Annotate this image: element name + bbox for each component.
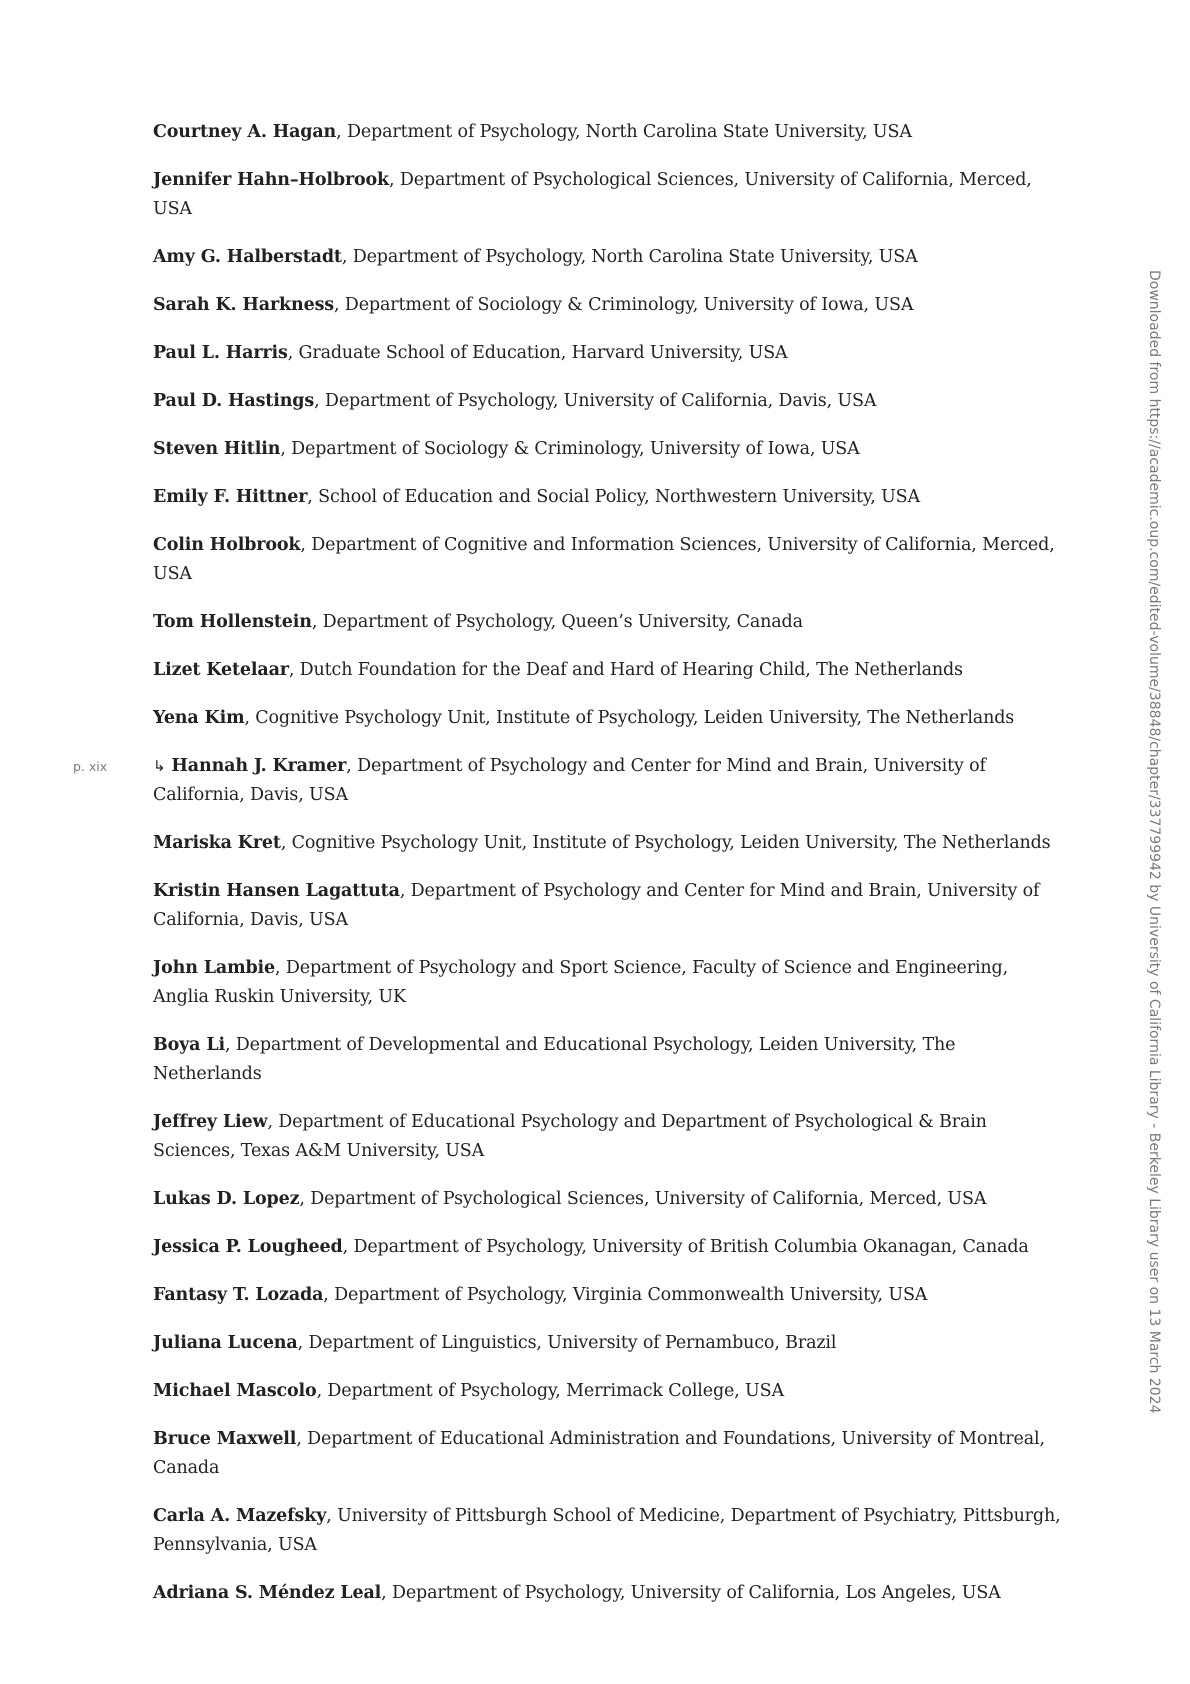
contributor-name: Adriana S. Méndez Leal: [153, 1583, 382, 1603]
download-watermark: Downloaded from https://academic.oup.com/edited-volume/38848/chapter/337799942 by University of California Library - Berkeley Library user on 13 March 2024: [1146, 270, 1162, 1414]
contributor-name: Bruce Maxwell: [153, 1429, 297, 1449]
contributor-name: Hannah J. Kramer: [171, 756, 347, 776]
contributor-affiliation: , Dutch Foundation for the Deaf and Hard of Hearing Child, The Netherlands: [288, 660, 963, 680]
page-reference: p. xix: [73, 759, 108, 774]
contributor-affiliation: , Department of Linguistics, University of Pernambuco, Brazil: [297, 1333, 837, 1353]
contributor-affiliation: , Department of Psychology, North Carolina State University, USA: [341, 247, 918, 267]
contributor-affiliation: , Department of Psychological Sciences, University of California, Merced, USA: [299, 1189, 987, 1209]
contributor-affiliation: , Department of Psychology, University of British Columbia Okanagan, Canada: [342, 1237, 1029, 1257]
contributor-name: Lizet Ketelaar: [153, 660, 289, 680]
contributor-affiliation: , Department of Cognitive and Information Sciences, University of California, Merced, USA: [153, 535, 1055, 584]
contributor-affiliation: , University of Pittsburgh School of Medicine, Department of Psychiatry, Pittsburgh, Pennsylvania, USA: [153, 1506, 1061, 1555]
contributor-affiliation: , Department of Developmental and Educational Psychology, Leiden University, The Netherlands: [153, 1035, 956, 1084]
contributor-entry: [153, 1281, 1065, 1310]
contributor-name: Sarah K. Harkness: [153, 295, 334, 315]
contributor-name: Juliana Lucena: [153, 1333, 298, 1353]
contributor-entry: [153, 1329, 1065, 1358]
contributor-entry: [153, 1377, 1065, 1406]
contributor-name: Mariska Kret: [153, 833, 281, 853]
page-break-arrow-icon: ↳: [153, 757, 166, 775]
contributor-entry: [153, 877, 1065, 935]
contributor-entry: [153, 118, 1065, 147]
contributor-name: Yena Kim: [153, 708, 245, 728]
contributor-entry: [153, 1502, 1065, 1560]
contributor-entry: [153, 608, 1065, 637]
contributor-affiliation: , Department of Psychology, North Carolina State University, USA: [336, 122, 912, 142]
contributor-name: Lukas D. Lopez: [153, 1189, 300, 1209]
contributor-affiliation: , Department of Sociology & Criminology, University of Iowa, USA: [333, 295, 914, 315]
contributor-entry: [153, 435, 1065, 464]
contributor-name: Boya Li: [153, 1035, 225, 1055]
contributor-entry: [153, 704, 1065, 733]
contributor-entry: [153, 339, 1065, 368]
contributor-affiliation: , Department of Psychology, University of California, Davis, USA: [314, 391, 877, 411]
contributor-affiliation: , Cognitive Psychology Unit, Institute of Psychology, Leiden University, The Netherlands: [280, 833, 1051, 853]
contributor-entry: [73, 752, 1065, 810]
contributor-entry: [153, 829, 1065, 858]
contributor-affiliation: , Department of Psychology, Merrimack College, USA: [316, 1381, 784, 1401]
contributor-name: Paul L. Harris: [153, 343, 288, 363]
contributor-entry: [153, 1233, 1065, 1262]
contributor-name: Courtney A. Hagan: [153, 122, 337, 142]
contributor-name: John Lambie: [153, 958, 276, 978]
contributor-affiliation: , Cognitive Psychology Unit, Institute of Psychology, Leiden University, The Netherlands: [244, 708, 1015, 728]
contributor-affiliation: , Department of Sociology & Criminology, University of Iowa, USA: [280, 439, 860, 459]
contributor-affiliation: , Department of Educational Administration and Foundations, University of Montreal, Canada: [153, 1429, 1045, 1478]
contributor-name: Jessica P. Lougheed: [153, 1237, 343, 1257]
contributor-name: Emily F. Hittner: [153, 487, 308, 507]
contributor-affiliation: , Department of Psychology, Queen’s University, Canada: [311, 612, 803, 632]
contributor-name: Jennifer Hahn–Holbrook: [153, 170, 390, 190]
contributor-entry: [153, 1031, 1065, 1089]
contributor-affiliation: , Department of Psychology, Virginia Commonwealth University, USA: [323, 1285, 928, 1305]
contributor-affiliation: , Graduate School of Education, Harvard University, USA: [287, 343, 788, 363]
contributor-affiliation: , Department of Educational Psychology and Department of Psychological & Brain Sciences, Texas A&M University, USA: [153, 1112, 987, 1161]
contributor-affiliation: , School of Education and Social Policy, Northwestern University, USA: [307, 487, 921, 507]
contributor-affiliation: , Department of Psychology and Center for Mind and Brain, University of California, Davis, USA: [153, 756, 986, 805]
contributor-affiliation: , Department of Psychology and Center for Mind and Brain, University of California, Davis, USA: [153, 881, 1040, 930]
contributor-name: Fantasy T. Lozada: [153, 1285, 324, 1305]
contributor-affiliation: , Department of Psychological Sciences, University of California, Merced, USA: [153, 170, 1032, 219]
contributor-entry: [153, 387, 1065, 416]
contributor-name: Steven Hitlin: [153, 439, 281, 459]
contributor-name: Kristin Hansen Lagattuta: [153, 881, 400, 901]
contributor-entry: [153, 531, 1065, 589]
contributor-entry: [153, 291, 1065, 320]
contributor-entry: [153, 954, 1065, 1012]
contributor-name: Tom Hollenstein: [153, 612, 312, 632]
contributor-entry: [153, 166, 1065, 224]
contributor-entry: [153, 483, 1065, 512]
contributor-name: Colin Holbrook: [153, 535, 301, 555]
contributor-entry: [153, 1579, 1065, 1608]
contributor-name: Paul D. Hastings: [153, 391, 315, 411]
contributor-entry: [153, 656, 1065, 685]
contributor-name: Jeffrey Liew: [153, 1112, 268, 1132]
contributor-name: Amy G. Halberstadt: [153, 247, 342, 267]
contributor-entry: [153, 1185, 1065, 1214]
contributor-entry: [153, 243, 1065, 272]
contributor-affiliation: , Department of Psychology and Sport Science, Faculty of Science and Engineering, Anglia Ruskin University, UK: [153, 958, 1008, 1007]
contributor-name: Michael Mascolo: [153, 1381, 317, 1401]
contributor-list: [73, 118, 1065, 1627]
contributor-name: Carla A. Mazefsky: [153, 1506, 327, 1526]
contributor-entry: [153, 1108, 1065, 1166]
contributor-affiliation: , Department of Psychology, University of California, Los Angeles, USA: [381, 1583, 1001, 1603]
contributor-entry: [153, 1425, 1065, 1483]
